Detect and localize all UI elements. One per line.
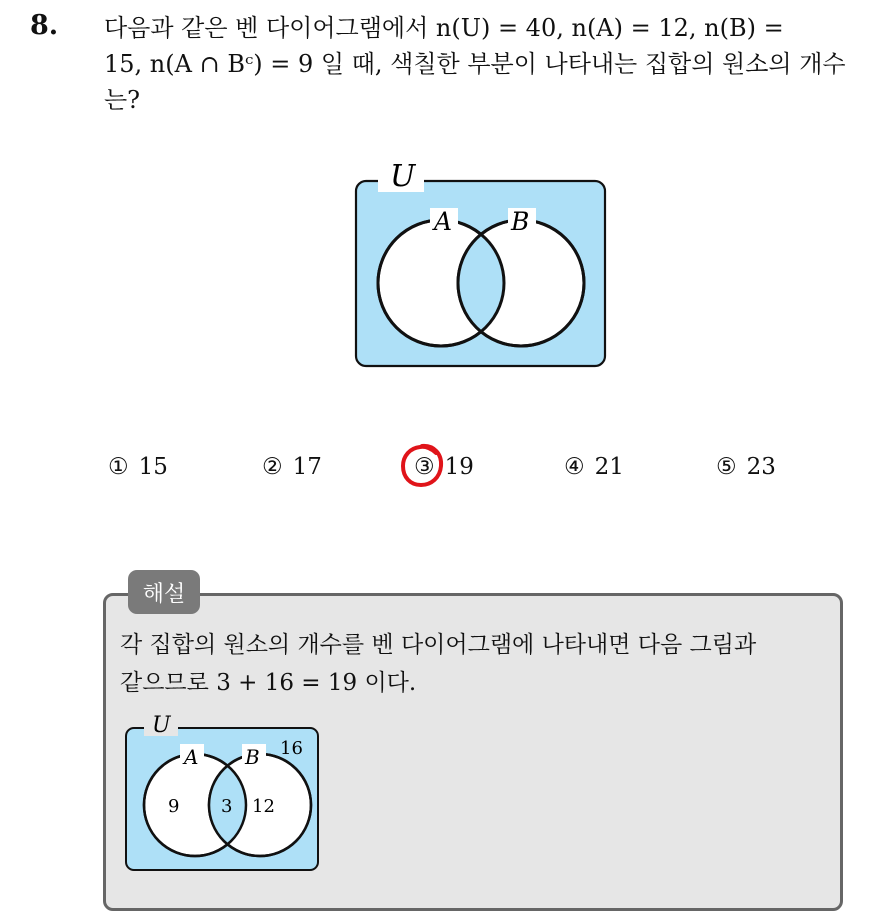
solution-equation: 3 + 16 = 19 [216, 670, 358, 696]
answer-choices [108, 454, 868, 494]
choice-3-mark: ③ [414, 454, 435, 480]
solution-text [120, 626, 830, 702]
choice-5-value: 23 [746, 454, 776, 480]
choice-5-mark: ⑤ [716, 454, 737, 480]
choice-2[interactable] [262, 454, 322, 480]
choice-3-value: 19 [444, 454, 474, 480]
question-line-2 [104, 46, 860, 82]
solution-intersection-value: 3 [221, 796, 233, 817]
set-b-label: B [511, 207, 530, 236]
choice-3[interactable] [414, 454, 474, 480]
solution-line-2 [120, 664, 830, 702]
solution-b-only-value: 12 [252, 796, 275, 817]
question-line-3: 는? [104, 86, 141, 114]
question-number: 8. [30, 10, 59, 41]
choice-1[interactable] [108, 454, 168, 480]
choice-4-value: 21 [594, 454, 624, 480]
solution-set-b-label: B [245, 745, 260, 769]
choice-1-value: 15 [138, 454, 168, 480]
solution-line-2-post: 이다. [357, 670, 417, 696]
answer-circle-icon [396, 440, 448, 492]
solution-line-2-pre: 같으므로 [120, 670, 217, 696]
choice-2-value: 17 [292, 454, 322, 480]
question-line-1: 다음과 같은 벤 다이어그램에서 n(U) = 40, n(A) = 12, n(B) = [104, 14, 784, 42]
choice-1-mark: ① [108, 454, 129, 480]
solution-outside-value: 16 [280, 738, 303, 759]
choice-4[interactable] [564, 454, 624, 480]
universe-label: U [390, 160, 416, 194]
question-text [104, 10, 860, 118]
question-line-2-rest: 일 때, 색칠한 부분이 나타내는 집합의 원소의 개수 [313, 50, 846, 78]
solution-tag: 해설 [128, 570, 200, 614]
solution-set-a-label: A [184, 745, 199, 769]
solution-a-only-value: 9 [168, 796, 180, 817]
solution-universe-label: U [152, 713, 171, 738]
set-a-label: A [434, 207, 453, 236]
choice-5[interactable] [716, 454, 776, 480]
solution-line-1: 각 집합의 원소의 개수를 벤 다이어그램에 나타내면 다음 그림과 [120, 632, 757, 658]
choice-2-mark: ② [262, 454, 283, 480]
question-given-values: 15, n(A ∩ Bᶜ) = 9 [104, 50, 314, 78]
venn-diagram-solution [120, 710, 325, 880]
venn-diagram-main [350, 160, 610, 370]
choice-4-mark: ④ [564, 454, 585, 480]
